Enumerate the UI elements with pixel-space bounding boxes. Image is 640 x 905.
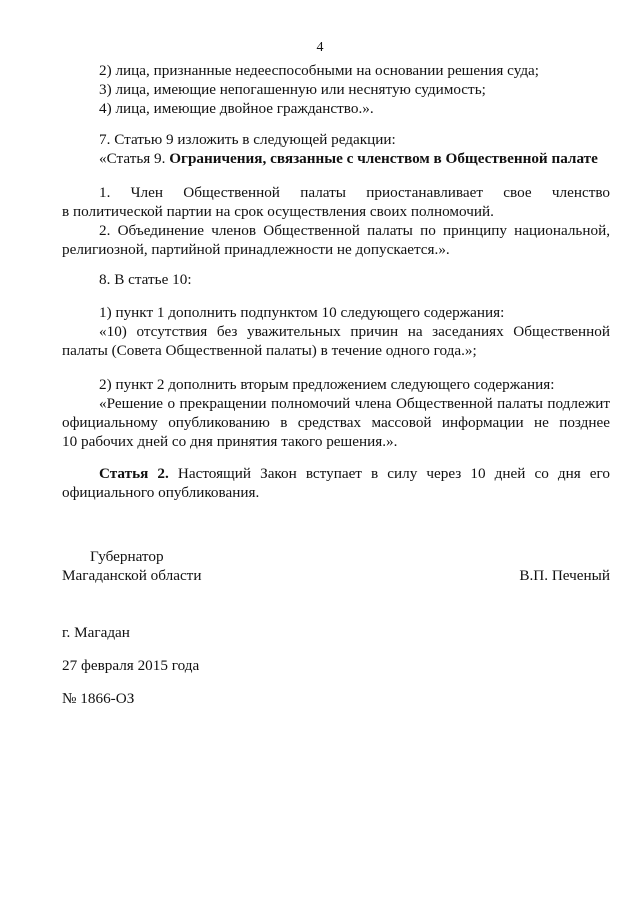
article-9-title: Ограничения, связанные с членством в Общественной палате bbox=[169, 150, 598, 167]
article-2-text: Настоящий Закон вступает в силу через 10 дней со дня его bbox=[168, 465, 610, 482]
text-line: 2. Объединение членов Общественной палаты по принципу национальной, bbox=[99, 222, 610, 239]
text-line: в политической партии на срок осуществления своих полномочий. bbox=[62, 203, 494, 220]
text-line: «10) отсутствия без уважительных причин на заседаниях Общественной bbox=[99, 323, 610, 340]
signature-title-line1: Губернатор bbox=[90, 548, 164, 565]
text-line: «Решение о прекращении полномочий члена Общественной палаты подлежит bbox=[99, 395, 610, 412]
text-line: 8. В статье 10: bbox=[99, 271, 192, 288]
article-2-title: Статья 2. bbox=[99, 465, 169, 482]
article-9-prefix: «Статья 9. bbox=[99, 150, 170, 167]
text-line: официального опубликования. bbox=[62, 484, 260, 501]
article-9-heading bbox=[99, 149, 610, 168]
footer-date: 27 февраля 2015 года bbox=[62, 657, 200, 674]
text-line: 2) лица, признанные недееспособными на основании решения суда; bbox=[99, 62, 540, 79]
text-line: религиозной, партийной принадлежности не допускается.». bbox=[62, 241, 450, 258]
footer-city: г. Магадан bbox=[62, 624, 130, 641]
article-2-line bbox=[99, 464, 610, 483]
text-line: 3) лица, имеющие непогашенную или неснятую судимость; bbox=[99, 81, 486, 98]
page-number: 4 bbox=[316, 40, 324, 55]
signature-title-line2: Магаданской области bbox=[62, 567, 202, 584]
text-line: 10 рабочих дней со дня принятия такого решения.». bbox=[62, 433, 398, 450]
text-line: 7. Статью 9 изложить в следующей редакции: bbox=[99, 131, 396, 148]
text-line: 2) пункт 2 дополнить вторым предложением следующего содержания: bbox=[99, 376, 555, 393]
signatory-name: В.П. Печеный bbox=[519, 567, 610, 584]
text-line: 1. Член Общественной палаты приостанавливает свое членство bbox=[99, 184, 610, 201]
footer-law-number: № 1866-ОЗ bbox=[62, 690, 135, 707]
text-line: официальному опубликованию в средствах массовой информации не позднее bbox=[62, 414, 610, 431]
text-line: палаты (Совета Общественной палаты) в течение одного года.»; bbox=[62, 342, 477, 359]
text-line: 1) пункт 1 дополнить подпунктом 10 следующего содержания: bbox=[99, 304, 505, 321]
text-line: 4) лица, имеющие двойное гражданство.». bbox=[99, 100, 374, 117]
